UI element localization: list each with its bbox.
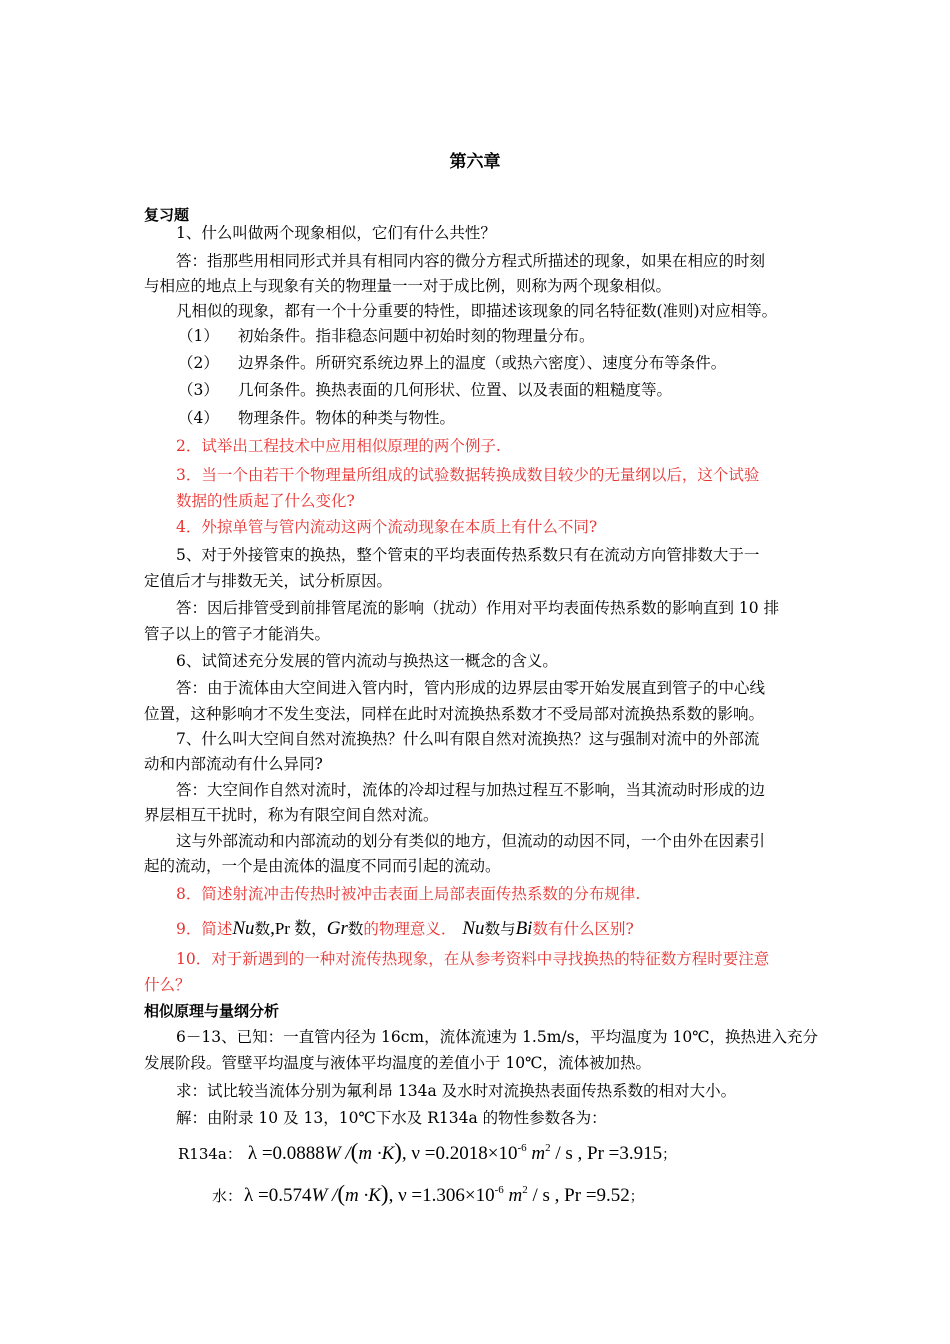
q9-text: 数 [347,920,364,938]
q9-text: 数有什么区别? [532,920,634,938]
q9-text: ， [311,920,327,938]
q1-question: 1、什么叫做两个现象相似，它们有什么共性？ [176,224,496,242]
q7-answer-line: 界层相互干扰时，称为有限空间自然对流。 [144,806,439,824]
q10-question-line: 什么？ [144,976,191,994]
formula-r134a: R134a： λ =0.0888W /(m ·K), $\nu =0.2018\times 10^{-6}$ $m^2$ / s , Pr =3.915； [178,1139,677,1164]
q5-answer-line: 答：因后排管受到前排管尾流的影响（扰动）作用对平均表面传热系数的影响直到 10 排 [176,599,780,617]
q7-question-line: 7、什么叫大空间自然对流换热？什么叫有限自然对流换热？这与强制对流中的外部流 [176,730,760,748]
q6-answer-line: 位置，这种影响才不发生变法，同样在此时对流换热系数才不受局部对流换热系数的影响。 [144,705,765,723]
q9-text: , [270,918,275,939]
condition-item [178,353,814,373]
section-heading-similarity: 相似原理与量纲分析 [144,1002,280,1020]
q5-question-line: 定值后才与排数无关，试分析原因。 [144,572,393,590]
q7-answer-line: 答：大空间作自然对流时，流体的冷却过程与加热过程互不影响，当其流动时形成的边 [176,781,766,799]
q3-question-line: 3．当一个由若干个物理量所组成的试验数据转换成数目较少的无量纲以后，这个试验 [176,466,760,484]
problem-text-line: 6－13、已知：一直管内径为 16cm，流体流速为 1.5m/s，平均温度为 10℃，换热进入充分 [176,1028,819,1046]
gr-symbol: Gr [326,918,348,939]
formula-water: 水： λ =0.574W /(m ·K), $\nu =1.306\times 10^{-6}$ $m^2$ / s , Pr =9.52； [212,1181,644,1206]
q2-question: 2．试举出工程技术中应用相似原理的两个例子. [176,437,501,455]
formula-label: R134a： [178,1145,242,1163]
condition-text: 几何条件。换热表面的几何形状、位置、以及表面的粗糙度等。 [238,381,673,399]
q9-text: 9．简述 [176,920,233,938]
q9-text: 数与 [484,920,516,938]
q5-question-line: 5、对于外接管束的换热，整个管束的平均表面传热系数只有在流动方向管排数大于一 [176,546,760,564]
pr-label: Pr 数 [274,919,312,938]
nu-symbol: Nu [232,918,255,939]
q9-text: 的物理意义． [363,920,457,938]
condition-item [178,408,814,428]
q6-answer-line: 答：由于流体由大空间进入管内时，管内形成的边界层由零开始发展直到管子的中心线 [176,679,766,697]
q5-answer-line: 管子以上的管子才能消失。 [144,625,331,643]
q7-answer-line: 起的流动，一个是由流体的温度不同而引起的流动。 [144,857,501,875]
q4-question: 4．外掠单管与管内流动这两个流动现象在本质上有什么不同? [176,518,598,536]
chapter-title: 第六章 [449,152,501,172]
nu-symbol: Nu [462,918,485,939]
q6-question: 6、试简述充分发展的管内流动与换热这一概念的含义。 [176,652,558,670]
problem-text-line: 解：由附录 10 及 13，10℃下水及 R134a 的物性参数各为： [176,1109,607,1127]
section-heading-review: 复习题 [144,206,190,224]
condition-number: （2） [178,354,219,372]
q1-answer-line: 与相应的地点上与现象有关的物理量一一对于成比例，则称为两个现象相似。 [144,277,672,295]
q3-question-line: 数据的性质起了什么变化? [176,492,355,510]
q1-answer-line: 凡相似的现象，都有一个十分重要的特性，即描述该现象的同名特征数(准则)对应相等。 [176,302,778,320]
condition-text: 初始条件。指非稳态问题中初始时刻的物理量分布。 [238,327,595,345]
condition-text: 物理条件。物体的种类与物性。 [238,409,456,427]
q8-question: 8．简述射流冲击传热时被冲击表面上局部表面传热系数的分布规律. [176,885,641,903]
condition-item [178,380,814,400]
q1-answer-line: 答：指那些用相同形式并具有相同内容的微分方程式所描述的现象，如果在相应的时刻 [176,252,766,270]
q7-question-line: 动和内部流动有什么异同? [144,755,323,773]
formula-label: 水： [212,1187,243,1205]
problem-text-line: 发展阶段。管壁平均温度与液体平均温度的差值小于 10℃，流体被加热。 [144,1054,651,1072]
condition-number: （1） [178,327,219,345]
condition-text: 边界条件。所研究系统边界上的温度（或热六密度）、速度分布等条件。 [238,354,727,372]
problem-text-line: 求：试比较当流体分别为氟利昂 134a 及水时对流换热表面传热系数的相对大小。 [176,1082,737,1100]
condition-number: （4） [178,409,219,427]
q10-question-line: 10．对于新遇到的一种对流传热现象，在从参考资料中寻找换热的特征数方程时要注意 [176,950,770,968]
q9-question [176,916,812,942]
q7-answer-line: 这与外部流动和内部流动的划分有类似的地方，但流动的动因不同，一个由外在因素引 [176,832,766,850]
condition-number: （3） [178,381,219,399]
condition-item [178,326,814,346]
q9-text: 数 [254,920,271,938]
bi-symbol: Bi [515,918,533,939]
